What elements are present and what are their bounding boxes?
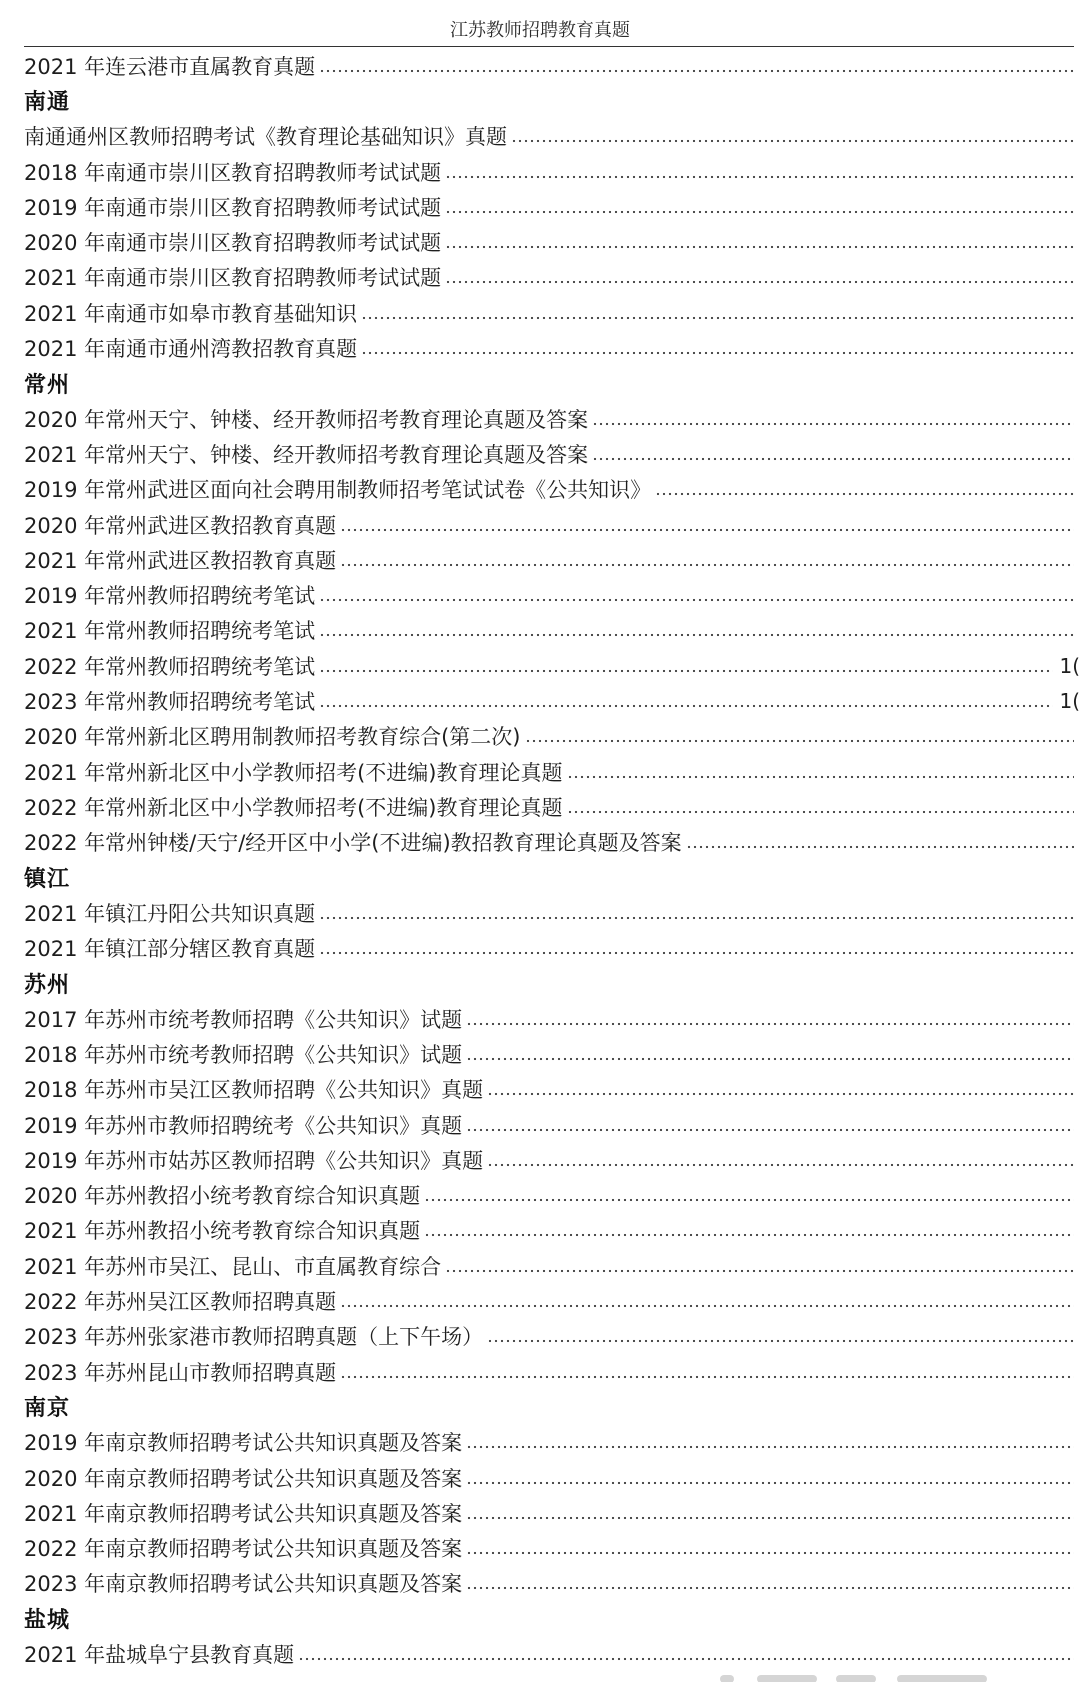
dot-leader	[361, 351, 1074, 355]
entry-page-number: 1(	[1059, 653, 1080, 678]
toc-entry[interactable]	[24, 930, 1080, 965]
dot-leader	[298, 1657, 1074, 1661]
toc-section-heading	[24, 1601, 1080, 1636]
toc-entry[interactable]	[24, 1248, 1080, 1283]
dot-leader	[340, 1375, 1074, 1379]
entry-title: 2021 年南通市通州湾教招教育真题	[24, 337, 358, 362]
entry-title: 2021 年南京教师招聘考试公共知识真题及答案	[24, 1501, 463, 1526]
toc-entry[interactable]	[24, 789, 1080, 824]
toc-entry[interactable]	[24, 719, 1080, 754]
toc-entry[interactable]	[24, 542, 1080, 577]
toc-entry[interactable]	[24, 683, 1080, 718]
toc-entry[interactable]	[24, 224, 1080, 259]
dot-leader	[487, 1092, 1074, 1096]
entry-title: 2019 年常州武进区面向社会聘用制教师招考笔试试卷《公共知识》	[24, 478, 652, 503]
entry-title: 2021 年常州天宁、钟楼、经开教师招考教育理论真题及答案	[24, 442, 589, 467]
entry-title: 2019 年常州教师招聘统考笔试	[24, 584, 316, 609]
dot-leader	[319, 704, 1053, 708]
toc-entry[interactable]	[24, 1142, 1080, 1177]
section-title: 苏州	[24, 972, 71, 998]
entry-title: 2021 年苏州教招小统考教育综合知识真题	[24, 1219, 421, 1244]
dot-leader	[466, 1586, 1074, 1590]
dot-leader	[445, 280, 1074, 284]
toc-entry[interactable]	[24, 119, 1080, 154]
toc-entry[interactable]	[24, 1460, 1080, 1495]
toc-entry[interactable]	[24, 260, 1080, 295]
entry-title: 2022 年常州钟楼/天宁/经开区中小学(不进编)教招教育理论真题及答案	[24, 831, 682, 856]
toc-entry[interactable]	[24, 295, 1080, 330]
entry-title: 2021 年镇江丹阳公共知识真题	[24, 901, 316, 926]
dot-leader	[511, 139, 1074, 143]
toc-entry[interactable]	[24, 330, 1080, 365]
dot-leader	[340, 528, 1074, 532]
toc-entry[interactable]	[24, 1530, 1080, 1565]
page-header-title: 江苏教师招聘教育真题	[450, 20, 630, 41]
toc-entry[interactable]	[24, 1566, 1080, 1601]
section-title: 南通	[24, 90, 71, 116]
dot-leader	[487, 1339, 1074, 1343]
dot-leader	[340, 1304, 1074, 1308]
dot-leader	[686, 845, 1074, 849]
dot-leader	[445, 175, 1074, 179]
toc-entry[interactable]	[24, 189, 1080, 224]
toc-entry[interactable]	[24, 1001, 1080, 1036]
entry-title: 2021 年苏州市吴江、昆山、市直属教育综合	[24, 1254, 442, 1279]
dot-leader	[361, 316, 1074, 320]
entry-title: 2021 年南通市如皋市教育基础知识	[24, 301, 358, 326]
toc-entry[interactable]	[24, 1319, 1080, 1354]
dot-leader	[466, 1445, 1074, 1449]
page-header	[0, 14, 1080, 48]
dot-leader	[567, 775, 1074, 779]
entry-title: 2021 年常州武进区教招教育真题	[24, 548, 337, 573]
dot-leader	[319, 951, 1074, 955]
dot-leader	[466, 1481, 1074, 1485]
entry-title: 2023 年常州教师招聘统考笔试	[24, 689, 316, 714]
entry-title: 2019 年南京教师招聘考试公共知识真题及答案	[24, 1431, 463, 1456]
dot-leader	[445, 210, 1074, 214]
entry-title: 2017 年苏州市统考教师招聘《公共知识》试题	[24, 1007, 463, 1032]
entry-title: 2020 年南通市崇川区教育招聘教师考试试题	[24, 231, 442, 256]
section-title: 南京	[24, 1396, 71, 1422]
dot-leader	[525, 739, 1074, 743]
entry-title: 2018 年苏州市吴江区教师招聘《公共知识》真题	[24, 1078, 484, 1103]
dot-leader	[319, 916, 1074, 920]
dot-leader	[424, 1198, 1074, 1202]
entry-page-number: 1(	[1059, 688, 1080, 713]
toc-entry[interactable]	[24, 1107, 1080, 1142]
entry-title: 2020 年常州武进区教招教育真题	[24, 513, 337, 538]
section-title: 镇江	[24, 866, 71, 892]
toc-section-heading	[24, 860, 1080, 895]
dot-leader	[445, 1269, 1074, 1273]
toc-entry[interactable]	[24, 1283, 1080, 1318]
entry-title: 2020 年南京教师招聘考试公共知识真题及答案	[24, 1466, 463, 1491]
toc-entry[interactable]	[24, 1354, 1080, 1389]
toc-section-heading	[24, 366, 1080, 401]
dot-leader	[466, 1516, 1074, 1520]
dot-leader	[592, 457, 1074, 461]
entry-title: 2021 年连云港市直属教育真题	[24, 54, 316, 79]
dot-leader	[487, 1163, 1074, 1167]
toc-section-heading	[24, 83, 1080, 118]
entry-title: 2023 年南京教师招聘考试公共知识真题及答案	[24, 1572, 463, 1597]
dot-leader	[319, 598, 1074, 602]
entry-title: 2023 年苏州昆山市教师招聘真题	[24, 1360, 337, 1385]
entry-title: 2019 年苏州市姑苏区教师招聘《公共知识》真题	[24, 1148, 484, 1173]
toc-entry[interactable]	[24, 1425, 1080, 1460]
toc-entry[interactable]	[24, 1036, 1080, 1071]
entry-title: 2022 年苏州吴江区教师招聘真题	[24, 1290, 337, 1315]
toc-entry[interactable]	[24, 401, 1080, 436]
dot-leader	[592, 422, 1074, 426]
toc-entry[interactable]	[24, 48, 1080, 83]
toc-entry[interactable]	[24, 577, 1080, 612]
entry-title: 2020 年常州新北区聘用制教师招考教育综合(第二次)	[24, 725, 521, 750]
entry-title: 2020 年常州天宁、钟楼、经开教师招考教育理论真题及答案	[24, 407, 589, 432]
entry-title: 2018 年苏州市统考教师招聘《公共知识》试题	[24, 1042, 463, 1067]
table-of-contents	[24, 48, 1080, 1672]
entry-title: 2021 年镇江部分辖区教育真题	[24, 937, 316, 962]
dot-leader	[319, 69, 1074, 73]
toc-entry[interactable]	[24, 613, 1080, 648]
entry-title: 2022 年常州教师招聘统考笔试	[24, 654, 316, 679]
entry-title: 2021 年盐城阜宁县教育真题	[24, 1643, 295, 1667]
entry-title: 2021 年常州教师招聘统考笔试	[24, 619, 316, 644]
dot-leader	[466, 1022, 1074, 1026]
header-divider	[24, 46, 1074, 47]
toc-entry[interactable]	[24, 825, 1080, 860]
toc-entry[interactable]	[24, 754, 1080, 789]
dot-leader	[567, 810, 1074, 814]
entry-title: 2018 年南通市崇川区教育招聘教师考试试题	[24, 160, 442, 185]
entry-title: 2020 年苏州教招小统考教育综合知识真题	[24, 1184, 421, 1209]
section-title: 盐城	[24, 1608, 71, 1634]
toc-entry[interactable]	[24, 154, 1080, 189]
dot-leader	[655, 492, 1074, 496]
toc-entry[interactable]	[24, 472, 1080, 507]
dot-leader	[466, 1551, 1074, 1555]
entry-title: 2023 年苏州张家港市教师招聘真题（上下午场）	[24, 1325, 484, 1350]
dot-leader	[340, 563, 1074, 567]
toc-entry[interactable]	[24, 507, 1080, 542]
dot-leader	[445, 245, 1074, 249]
watermark	[720, 1668, 1060, 1682]
toc-entry[interactable]	[24, 436, 1080, 471]
dot-leader	[466, 1057, 1074, 1061]
entry-title: 2021 年南通市崇川区教育招聘教师考试试题	[24, 266, 442, 291]
toc-entry[interactable]	[24, 1495, 1080, 1530]
dot-leader	[319, 669, 1053, 673]
toc-section-heading	[24, 1389, 1080, 1424]
dot-leader	[424, 1233, 1074, 1237]
toc-entry[interactable]	[24, 895, 1080, 930]
toc-entry[interactable]	[24, 1636, 1080, 1671]
toc-section-heading	[24, 966, 1080, 1001]
dot-leader	[319, 633, 1074, 637]
entry-title: 2021 年常州新北区中小学教师招考(不进编)教育理论真题	[24, 760, 563, 785]
entry-title: 2019 年苏州市教师招聘统考《公共知识》真题	[24, 1113, 463, 1138]
entry-title: 南通通州区教师招聘考试《教育理论基础知识》真题	[24, 125, 507, 150]
section-title: 常州	[24, 372, 71, 398]
entry-title: 2022 年南京教师招聘考试公共知识真题及答案	[24, 1537, 463, 1562]
toc-entry[interactable]	[24, 1213, 1080, 1248]
dot-leader	[466, 1128, 1074, 1132]
toc-entry[interactable]	[24, 1178, 1080, 1213]
entry-title: 2022 年常州新北区中小学教师招考(不进编)教育理论真题	[24, 795, 563, 820]
entry-title: 2019 年南通市崇川区教育招聘教师考试试题	[24, 195, 442, 220]
toc-entry[interactable]	[24, 1072, 1080, 1107]
toc-entry[interactable]	[24, 648, 1080, 683]
